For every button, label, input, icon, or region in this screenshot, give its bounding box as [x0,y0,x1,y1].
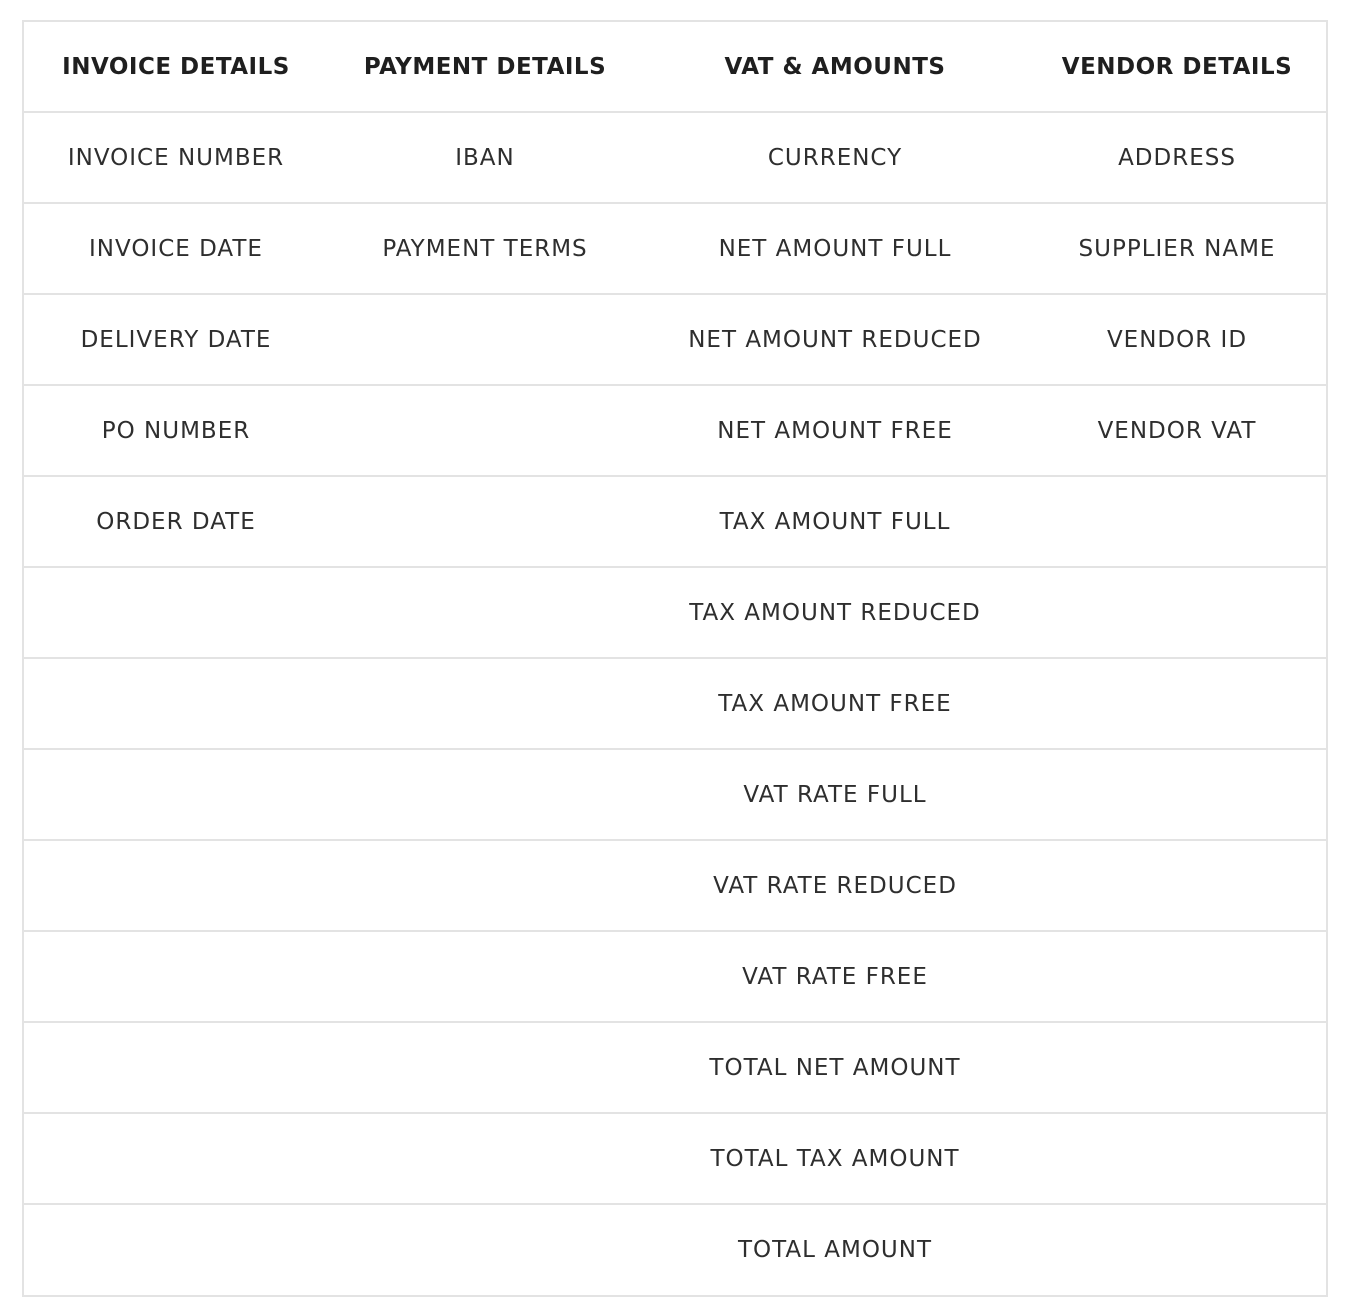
payment-details-cell [328,1022,642,1113]
payment-details-cell: IBAN [455,144,515,171]
table-row [24,1113,1326,1204]
payment-details-cell [328,1113,642,1204]
table-body [24,112,1326,1295]
invoice-details-cell: INVOICE DATE [89,235,263,262]
payment-details-cell [328,1204,642,1295]
header-invoice-details: INVOICE DETAILS [62,53,290,80]
invoice-details-cell [24,567,328,658]
vat-amounts-cell: NET AMOUNT FULL [718,235,952,262]
vendor-details-cell [1028,567,1326,658]
header-vendor-details: VENDOR DETAILS [1061,53,1293,80]
table-header-row [24,22,1326,112]
vendor-details-cell: SUPPLIER NAME [1078,235,1276,262]
payment-details-cell [328,749,642,840]
table-row [24,1022,1326,1113]
invoice-details-cell: ORDER DATE [96,508,256,535]
vendor-details-cell [1028,749,1326,840]
vendor-details-cell [1028,931,1326,1022]
invoice-details-cell [24,1204,328,1295]
invoice-details-cell [24,658,328,749]
vat-amounts-cell: NET AMOUNT FREE [717,417,953,444]
table-row [24,658,1326,749]
vat-amounts-cell: VAT RATE FREE [742,963,928,990]
invoice-details-cell: INVOICE NUMBER [67,144,285,171]
vat-amounts-cell: TOTAL TAX AMOUNT [710,1145,960,1172]
table-row [24,385,1326,476]
invoice-details-cell [24,1022,328,1113]
invoice-details-cell [24,840,328,931]
payment-details-cell [328,658,642,749]
payment-details-cell [328,840,642,931]
payment-details-cell [328,385,642,476]
vendor-details-cell [1028,1113,1326,1204]
table-row [24,840,1326,931]
vat-amounts-cell: TOTAL AMOUNT [737,1237,933,1263]
payment-details-cell [328,476,642,567]
invoice-details-cell [24,749,328,840]
vat-amounts-cell: NET AMOUNT REDUCED [688,326,982,353]
header-vat-amounts: VAT & AMOUNTS [724,53,946,80]
vat-amounts-cell: TAX AMOUNT FREE [718,690,952,717]
fields-table [24,22,1326,1295]
invoice-details-cell: DELIVERY DATE [80,326,272,353]
table-row [24,931,1326,1022]
vat-amounts-cell: TAX AMOUNT FULL [719,508,951,535]
table-row [24,567,1326,658]
payment-details-cell [328,294,642,385]
vat-amounts-cell: VAT RATE FULL [743,781,927,808]
payment-details-cell [328,567,642,658]
vendor-details-cell [1028,1022,1326,1113]
invoice-details-cell: PO NUMBER [101,417,251,444]
vendor-details-cell: ADDRESS [1118,144,1236,171]
invoice-details-cell [24,931,328,1022]
vat-amounts-cell: VAT RATE REDUCED [713,872,957,899]
payment-details-cell: PAYMENT TERMS [382,235,588,262]
table-row [24,1204,1326,1295]
invoice-details-cell [24,1113,328,1204]
table-row [24,749,1326,840]
table-row [24,476,1326,567]
vendor-details-cell [1028,476,1326,567]
vendor-details-cell: VENDOR ID [1106,326,1248,353]
table-row [24,112,1326,203]
vendor-details-cell: VENDOR VAT [1097,417,1257,444]
vendor-details-cell [1028,658,1326,749]
vat-amounts-cell: CURRENCY [767,144,903,171]
vendor-details-cell [1028,840,1326,931]
header-payment-details: PAYMENT DETAILS [363,53,607,80]
vat-amounts-cell: TOTAL NET AMOUNT [709,1054,961,1081]
table-row [24,294,1326,385]
vendor-details-cell [1028,1204,1326,1295]
fields-table-container [22,20,1328,1297]
vat-amounts-cell: TAX AMOUNT REDUCED [689,599,981,626]
table-row [24,203,1326,294]
payment-details-cell [328,931,642,1022]
